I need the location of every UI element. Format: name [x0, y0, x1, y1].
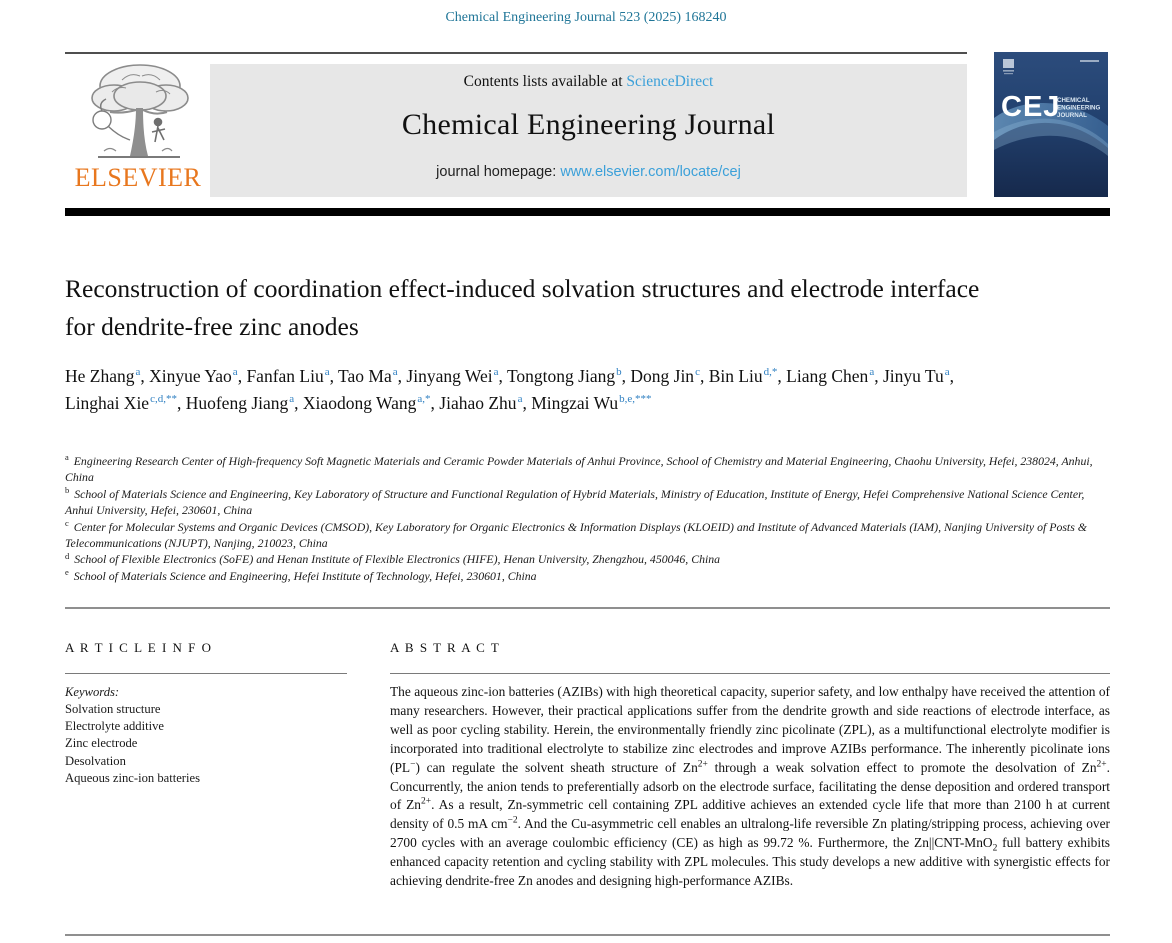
author-name: Jiahao Zhu: [439, 393, 517, 413]
affiliation-sup: b: [65, 484, 70, 495]
homepage-line: [210, 164, 967, 180]
affiliation-list: [65, 453, 1110, 584]
author-affiliation-sup: a: [289, 393, 295, 406]
author-name: Xinyue Yao: [149, 366, 232, 386]
abstract-superscript: −2: [507, 815, 518, 826]
article-info-section: [65, 640, 347, 787]
svg-text:ENGINEERING: ENGINEERING: [1057, 104, 1101, 112]
sciencedirect-link[interactable]: ScienceDirect: [626, 73, 714, 90]
abstract-superscript: −: [410, 759, 416, 770]
author-name: Bin Liu: [708, 366, 763, 386]
svg-text:JOURNAL: JOURNAL: [1057, 112, 1087, 119]
abstract-superscript: 2+: [421, 796, 432, 807]
author-name: Liang Chen: [786, 366, 869, 386]
affiliation-sup: c: [65, 517, 69, 528]
author-affiliation-sup: a: [869, 366, 875, 379]
journal-masthead-banner: [210, 64, 967, 197]
contents-line: [210, 73, 967, 91]
author-affiliation-sup: a: [517, 393, 523, 406]
journal-name: Chemical Engineering Journal: [401, 108, 776, 141]
author-list: He Zhang$^a$, Xinyue Yao$^a$, Fanfan Liu$^a$, Tao Ma$^a$, Jinyang Wei$^a$, Tongtong Jiang$^b$, Dong Jin$^c$, Bin Liu$^{d,*}$, Liang Chen$^a$, Jinyu Tu$^a$, Linghai Xie$^{c,d,**}$, Huofeng Jiang$^a$, Xiaodong Wang$^{a,*}$, Jiahao Zhu$^a$, Mingzai $Wu^{b,e,***}$: [65, 366, 955, 413]
elsevier-logo: [66, 58, 210, 198]
author-name: He Zhang: [65, 366, 135, 386]
abstract-superscript: 2+: [697, 759, 708, 770]
author-affiliation-sup: a: [324, 366, 330, 379]
journal-cover-thumbnail[interactable]: [994, 52, 1108, 197]
author-affiliation-sup: a,*: [417, 393, 431, 406]
cover-initials: CEJ: [1001, 91, 1061, 123]
article-info-rule: [65, 673, 347, 674]
author-affiliation-sup: d,*: [763, 366, 778, 379]
author-affiliation-sup: a: [232, 366, 238, 379]
author-name: Jinyang Wei: [406, 366, 493, 386]
author-name: Fanfan Liu: [246, 366, 324, 386]
elsevier-tree-icon: [82, 58, 194, 164]
keyword-item: Zinc electrode: [65, 736, 138, 751]
author-name: Jinyu Tu: [882, 366, 944, 386]
page-bottom-rule: [65, 934, 1110, 936]
masthead-divider-bar: [65, 208, 1110, 216]
author-affiliation-sup: a: [135, 366, 141, 379]
abstract-text: The aqueous zinc-ion batteries (AZIBs) with high theoretical capacity, superior safety, and low enthalpy have received the attention of many researchers. However, their practical applications suffer from the dendrite growth and side reactions of electrode interface, as well as poor cycling stability. Herein, the environmentally friendly zinc picolinate (ZPL), as a multifunctional electrolyte modifier is incorporated into traditional electrolyte to stabilize zinc electrodes and improve AZIBs performance. The inherently picolinate ions (PL−) can regulate the solvent sheath structure of $Zn^{2+}$ through a weak solvation effect to promote the desolvation of $Zn^{2+}$. Concurrently, the anion tends to preferentially adsorb on the electrode surface, facilitating the dense deposition and ordered transport of $Zn^{2+}$. As a result, Zn-symmetric cell containing ZPL additive achieves an extended cycle life that more than 2100 h at current density of 0.5 mA $cm^{-2}$. And the Cu-asymmetric cell enables an ultralong-life reversible Zn plating/stripping process, achieving over 2700 cycles with an average coulombic efficiency (CE) as high as 99.72 %. Furthermore, the Zn||CNT-MnO$_2$ full battery exhibits enhanced capacity retention and cycling stability with ZPL molecules. This study develops a new additive with synergistic effects for achieving dendrite-free Zn anodes and designing high-performance AZIBs.: [390, 684, 1111, 889]
author-affiliation-sup: a: [493, 366, 499, 379]
keyword-item: Aqueous zinc-ion batteries: [65, 770, 200, 785]
keyword-item: Electrolyte additive: [65, 719, 164, 734]
svg-text:CHEMICAL: CHEMICAL: [1057, 97, 1090, 104]
abstract-section: [390, 640, 1110, 891]
author-name: Dong Jin: [630, 366, 695, 386]
author-name: Huofeng Jiang: [185, 393, 289, 413]
author-affiliation-sup: a: [392, 366, 398, 379]
affiliation-item: $^e$ School of Materials Science and Engineering, Hefei Institute of Technology, Hefei, 230601, China: [65, 566, 537, 583]
affiliation-item: $^d$ School of Flexible Electronics (SoFE) and Henan Institute of Flexible Electronics (HIFE), Henan University, Zhengzhou, 450046, China: [65, 550, 721, 567]
affiliation-item: $^a$ Engineering Research Center of High-frequency Soft Magnetic Materials and Ceramic Powder Materials of Anhui Province, School of Chemistry and Material Engineering, Chaohu University, Hefei, 238024, Anhui, China: [65, 452, 1093, 485]
journal-cover-image: [994, 52, 1108, 197]
keyword-item: Solvation structure: [65, 702, 161, 716]
homepage-prefix: journal homepage:: [436, 164, 561, 180]
author-name: Mingzai Wu: [531, 393, 619, 413]
author-affiliation-sup: c: [695, 366, 700, 379]
abstract-heading: A B S T R A C T: [390, 640, 501, 655]
keyword-item: Desolvation: [65, 753, 126, 768]
elsevier-wordmark: ELSEVIER: [74, 163, 202, 192]
masthead-top-rule: [65, 52, 967, 54]
article-info-heading: A R T I C L E I N F O: [65, 640, 213, 655]
author-name: Xiaodong Wang: [302, 393, 417, 413]
abstract-subscript: 2: [992, 843, 998, 854]
abstract-superscript: 2+: [1096, 759, 1107, 770]
author-name: Linghai Xie: [65, 393, 150, 413]
affiliation-sup: a: [65, 452, 69, 463]
running-head-citation: Chemical Engineering Journal 523 (2025) 168240: [445, 10, 727, 25]
affiliation-item: $^b$ School of Materials Science and Engineering, Key Laboratory of Structure and Functional Regulation of Hybrid Materials, Ministry of Education, Institute of Energy, Hefei Comprehensive National Science Center, Anhui University, Hefei, 230601, China: [65, 484, 1085, 518]
author-affiliation-sup: c,d,**: [150, 393, 177, 406]
section-top-rule: [65, 607, 1110, 609]
abstract-rule: [390, 673, 1110, 674]
affiliation-sup: d: [65, 550, 70, 561]
keywords-label: Keywords:: [65, 685, 120, 699]
author-affiliation-sup: a: [944, 366, 950, 379]
author-name: Tao Ma: [338, 366, 392, 386]
article-title: Reconstruction of coordination effect-induced solvation structures and electrode interface for dendrite-free zinc anodes: [65, 274, 980, 341]
journal-homepage-link[interactable]: www.elsevier.com/locate/cej: [560, 164, 741, 180]
author-name: Tongtong Jiang: [506, 366, 616, 386]
cover-issue-text: [1080, 60, 1099, 62]
contents-line-prefix: Contents lists available at: [463, 73, 627, 90]
affiliation-sup: e: [65, 566, 69, 577]
keywords-list: [65, 701, 347, 787]
author-affiliation-sup: b: [616, 366, 622, 379]
author-affiliation-sup: b,e,***: [619, 393, 652, 406]
affiliation-item: $^c$ Center for Molecular Systems and Organic Devices (CMSOD), Key Laboratory for Organic Electronics & Information Displays (KLOEID) and Institute of Advanced Materials (IAM), Nanjing University of Posts & Telecommunications (NJUPT), Nanjing, 210023, China: [65, 517, 1087, 551]
